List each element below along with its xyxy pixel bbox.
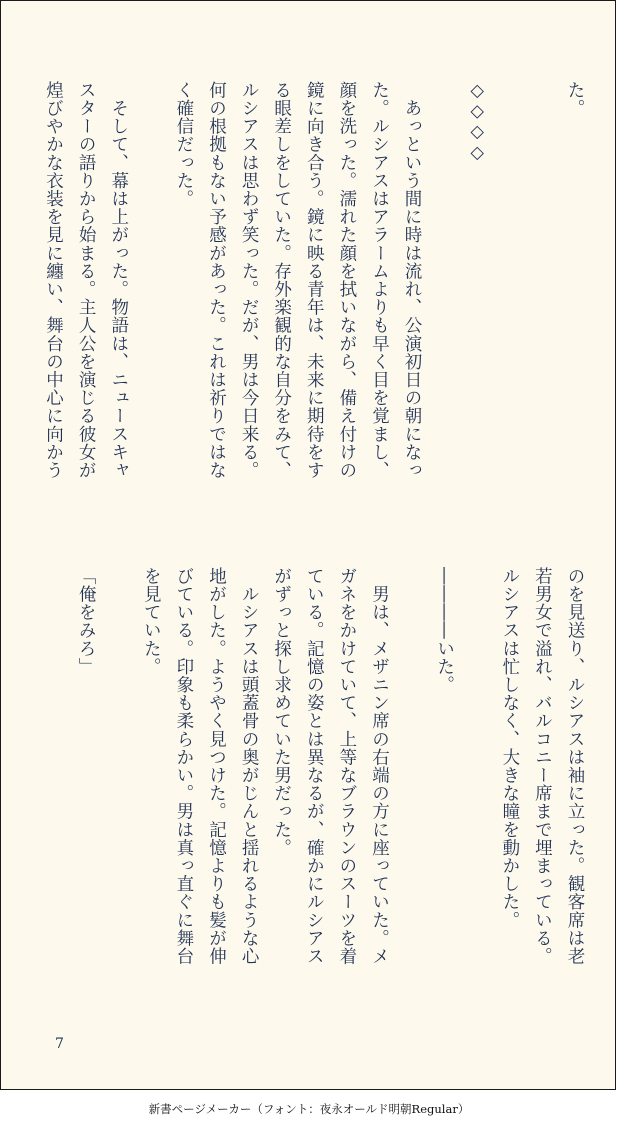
text-line: 煌びやかな衣装を見に纏い、舞台の中心に向かう xyxy=(43,81,64,480)
text-line xyxy=(109,567,129,585)
text-line: びている。印象も柔らかい。男は真っ直ぐに舞台 xyxy=(173,567,194,966)
text-line: 顔を洗った。濡れた顔を拭いながら、備え付けの xyxy=(336,81,357,480)
text-line: そして、幕は上がった。物語は、ニュースキャ xyxy=(108,81,129,480)
text-line: ◇◇◇◇ xyxy=(467,81,488,164)
text-line: ルシアスは忙しなく、大きな瞳を動かした。 xyxy=(499,567,520,929)
text-line xyxy=(532,81,552,99)
text-line: く確信だった。 xyxy=(173,81,194,208)
text-line xyxy=(467,567,487,585)
text-line: あっという間に時は流れ、公演初日の朝になっ xyxy=(402,81,423,480)
text-line: 若男女で溢れ、バルコニー席まで埋まっている。 xyxy=(532,567,553,966)
text-line xyxy=(141,81,161,99)
text-line: ルシアスは頭蓋骨の奥がじんと揺れるような心 xyxy=(239,567,260,966)
text-line: ルシアスは思わず笑った。だが、男は今日来る。 xyxy=(239,81,260,480)
text-line: がずっと探し求めていた男だった。 xyxy=(271,567,292,857)
text-line: 「俺をみろ」 xyxy=(76,567,97,676)
page-number: 7 xyxy=(55,1036,64,1052)
generator-caption: 新書ページメーカー（フォント：夜永オールド明朝Regular） xyxy=(148,1102,470,1116)
text-line xyxy=(402,567,422,585)
text-line: のを見送り、ルシアスは袖に立った。観客席は老 xyxy=(565,567,585,966)
text-line: 鏡に向き合う。鏡に映る青年は、未来に期待をす xyxy=(304,81,325,480)
text-line: ている。記憶の姿とは異なるが、確かにルシアス xyxy=(304,567,325,966)
text-line: た。ルシアスはアラームよりも早く目を覚まし、 xyxy=(369,81,390,480)
text-line: 男は、メザニン席の右端の方に座っていた。メ xyxy=(369,567,390,966)
text-block-upper xyxy=(37,81,591,531)
text-line: ――――いた。 xyxy=(434,567,455,694)
text-line: を見ていた。 xyxy=(141,567,162,676)
text-line xyxy=(500,81,520,99)
text-line: ガネをかけていて、上等なブラウンのスーツを着 xyxy=(336,567,357,966)
text-line: スターの語りから始まる。主人公を演じる彼女が xyxy=(76,81,97,480)
text-line: 何の根拠もない予感があった。これは祈りではな xyxy=(206,81,227,480)
text-block-lower xyxy=(70,567,592,1027)
text-line: 地がした。ようやく見つけた。記憶よりも髪が伸 xyxy=(206,567,227,966)
text-line: た。 xyxy=(565,81,585,118)
text-line xyxy=(435,81,455,99)
text-line: る眼差しをしていた。存外楽観的な自分をみて、 xyxy=(271,81,292,480)
